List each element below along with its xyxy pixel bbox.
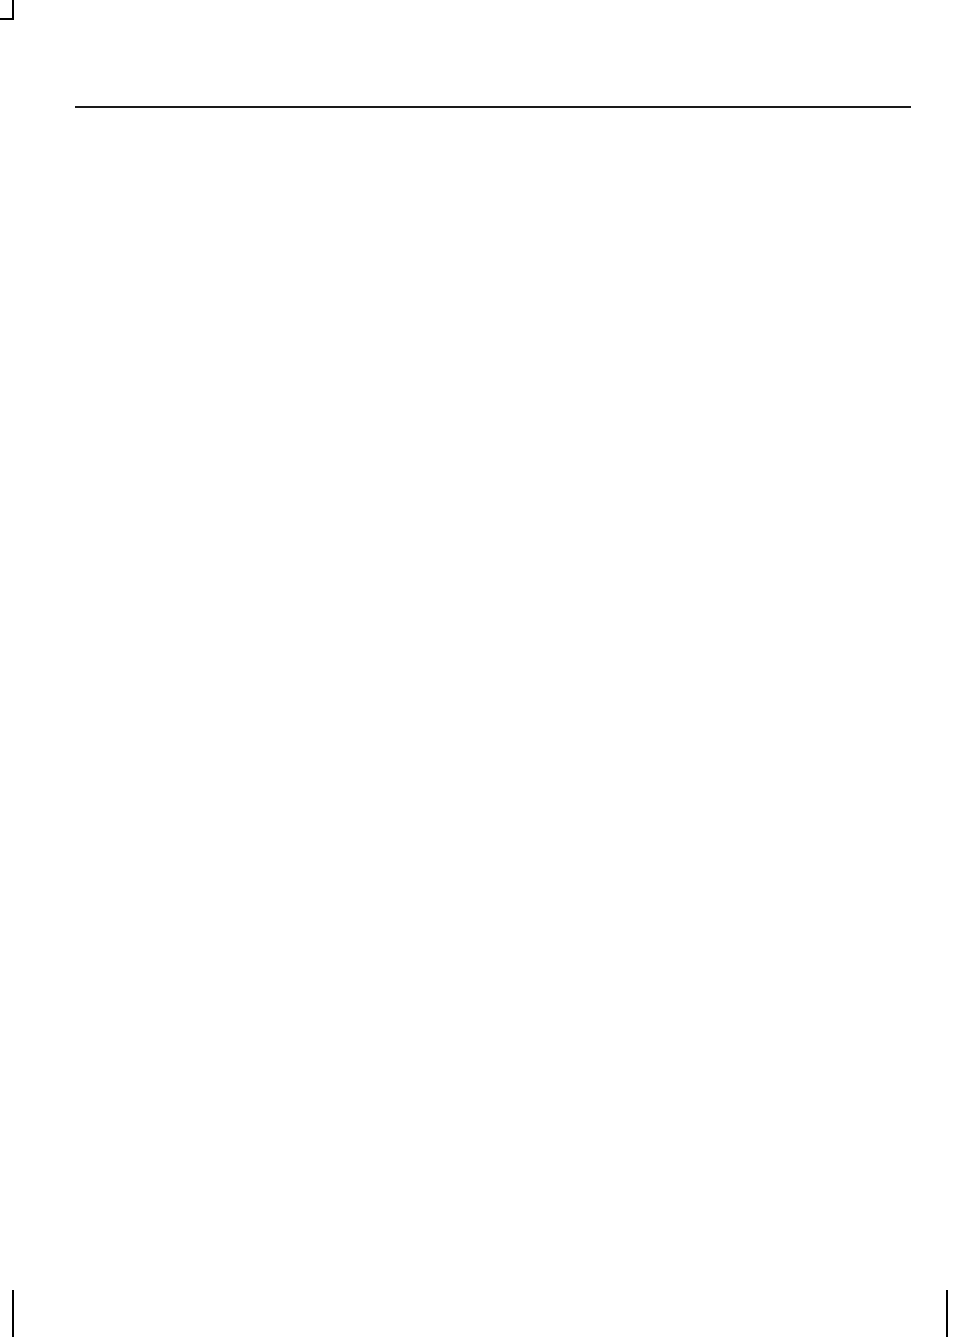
header-rule [75, 106, 911, 108]
crop-mark [0, 18, 14, 20]
crop-mark [12, 1290, 14, 1337]
crop-mark [946, 1290, 948, 1337]
crop-mark [12, 0, 14, 20]
